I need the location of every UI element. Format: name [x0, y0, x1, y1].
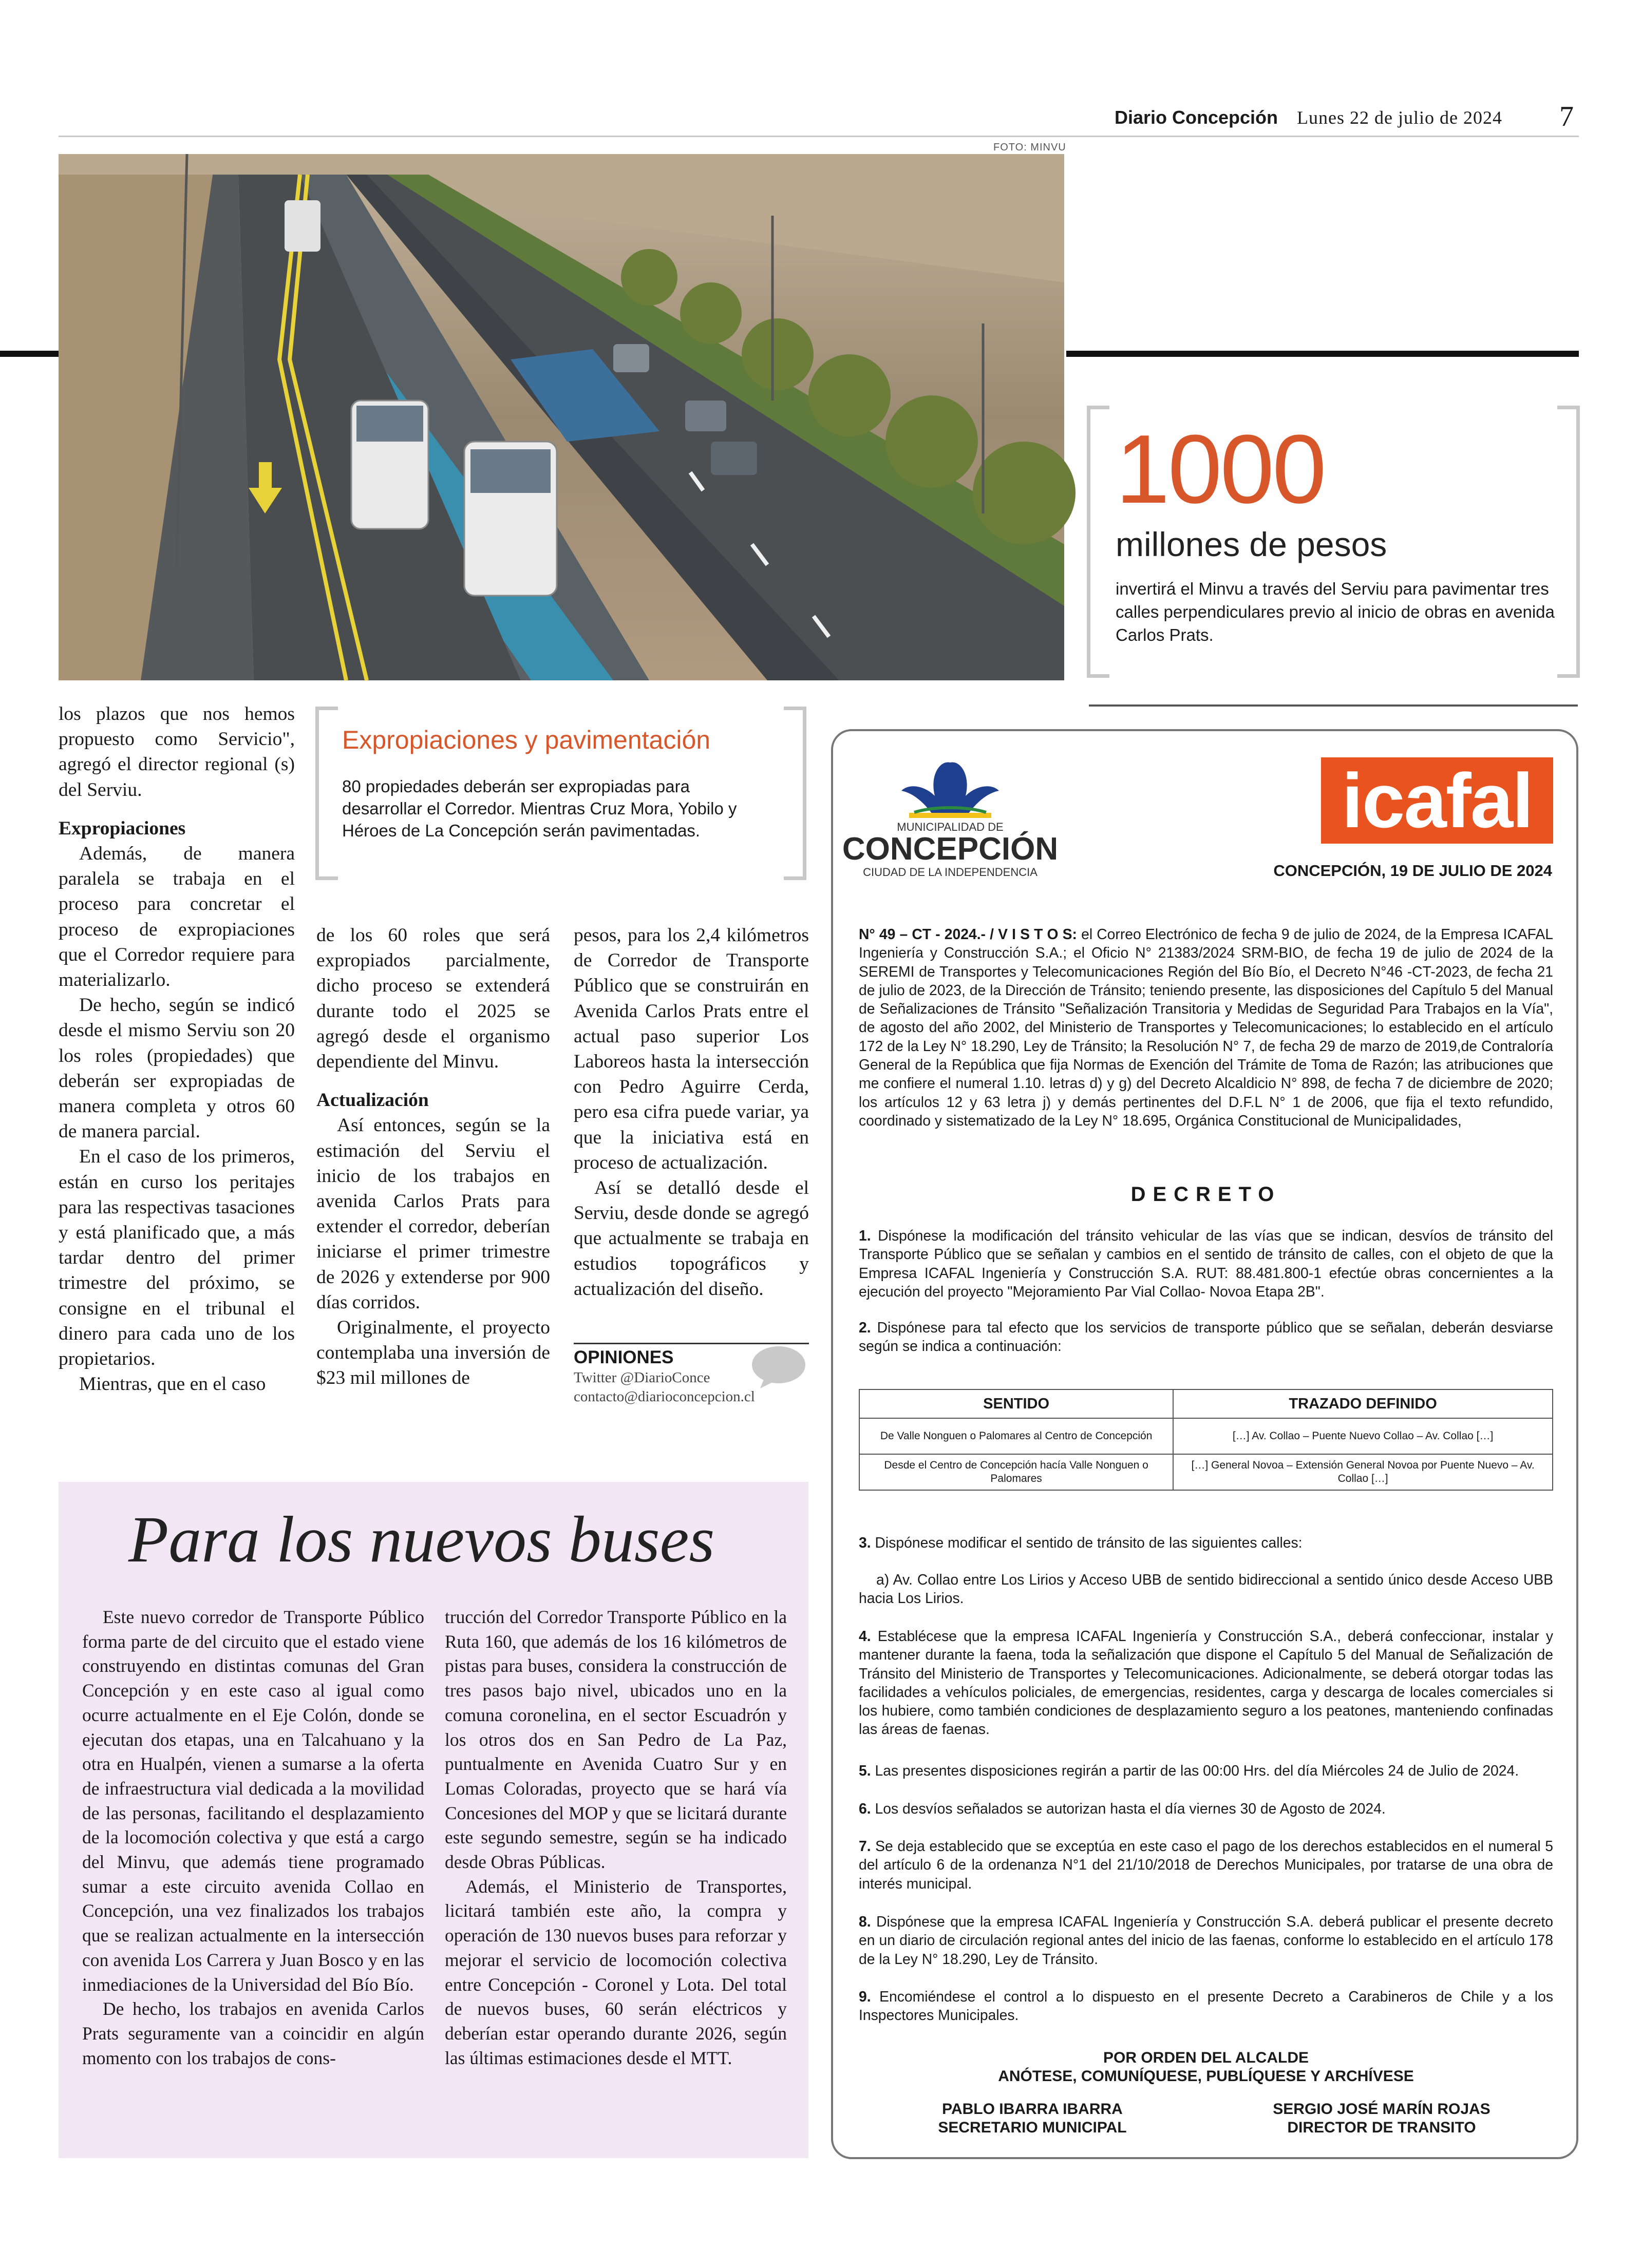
article-column-3: [574, 923, 809, 1302]
decree-item-number: 3.: [859, 1534, 871, 1551]
decree-item-text: Las presentes disposiciones regirán a partir de las 00:00 Hrs. del día Miércoles 24 de Julio de 2024.: [875, 1762, 1519, 1779]
page-number: 7: [1559, 101, 1574, 132]
table-cell: Desde el Centro de Concepción hacía Valle Nonguen o Palomares: [859, 1454, 1173, 1490]
header-date: Lunes 22 de julio de 2024: [1297, 107, 1502, 128]
decree-item-4: [859, 1627, 1553, 1739]
table-cell: […] General Novoa – Extensión General Novoa por Puente Nuevo – Av. Collao […]: [1173, 1454, 1553, 1490]
muni-tagline-text: CIUDAD DE LA INDEPENDENCIA: [863, 866, 1038, 879]
article-paragraph: De hecho, según se indicó desde el mismo Serviu son 20 los roles (propiedades) que deberán ser expropiadas de manera completa y otros 60 de manera parcial.: [59, 995, 295, 1142]
decree-item-7: [859, 1837, 1553, 1893]
decree-place-date: CONCEPCIÓN, 19 DE JULIO DE 2024: [1273, 862, 1552, 880]
decree-vistos-label: N° 49 – CT - 2024.- / V I S T O S:: [859, 926, 1077, 942]
decree-item-number: 4.: [859, 1628, 871, 1644]
highlight-bracket-right: [1557, 406, 1580, 678]
photo-credit: FOTO: MINVU: [993, 142, 1066, 153]
muni-small-text: MUNICIPALIDAD DE: [897, 821, 1004, 833]
section-bar-right: [1066, 351, 1579, 357]
buses-box-column-2: [445, 1605, 787, 2070]
article-column-1: [59, 701, 295, 1397]
sidebar-bracket-left: [315, 707, 338, 880]
highlight-rule: [1089, 704, 1578, 707]
table-cell: […] Av. Collao – Puente Nuevo Collao – Av. Collao […]: [1173, 1418, 1553, 1454]
decree-item-text: Encomiéndese el control a lo dispuesto en el presente Decreto a Carabineros de Chile y a los Inspectores Municipales.: [859, 1988, 1553, 2024]
buses-box-title: Para los nuevos buses: [128, 1503, 715, 1576]
decree-item-6: [859, 1799, 1553, 1818]
decree-item-number: 8.: [859, 1913, 871, 1930]
article-paragraph: pesos, para los 2,4 kilómetros de Corredor de Transporte Público que se construirán en Avenida Carlos Prats entre el actual paso superior Los Laboreos hasta la intersección con Pedro Aguirre Cerda, pero esa cifra puede variar, ya que la iniciativa está en proceso de actualización.: [574, 925, 809, 1173]
opinions-title: OPINIONES: [574, 1347, 674, 1367]
article-paragraph: En el caso de los primeros, están en curso los peritajes para las respectivas tasaciones y está planificado que, a más tardar dentro del primer trimestre del próximo, se consigne en el tribunal el dinero para cada uno de los propietarios.: [59, 1146, 295, 1370]
icafal-logo: icafal: [1321, 757, 1553, 844]
signatory-2-role: DIRECTOR DE TRANSITO: [1287, 2119, 1476, 2136]
corridor-rendering-photo: [59, 154, 1064, 680]
municipality-logo: [842, 755, 1059, 893]
decree-item-2: [859, 1318, 1553, 1356]
decree-item-text: Se deja establecido que se exceptúa en este caso el pago de los derechos establecidos en el numeral 5 del artículo 6 de la ordenanza N°1 del 21/10/2018 de Derechos Municipales, por tratarse de una obra de interés municipal.: [859, 1838, 1553, 1892]
decree-item-text: Dispónese que la empresa ICAFAL Ingeniería y Construcción S.A. deberá publicar el presente decreto en un diario de circulación regional antes del inicio de las faenas, conforme lo establecido en el artículo 178 de la Ley N° 18.290, Ley de Tránsito.: [859, 1913, 1553, 1967]
highlight-bracket-left: [1087, 406, 1109, 678]
condor-emblem-icon: [901, 762, 999, 815]
article-paragraph: Además, de manera paralela se trabaja en el proceso para concretar el proceso de expropiaciones que el Corredor requiere para materializarlo.: [59, 843, 295, 991]
opinions-email[interactable]: contacto@diarioconcepcion.cl: [574, 1388, 755, 1405]
decree-order-line-1: POR ORDEN DEL ALCALDE: [1103, 2049, 1309, 2066]
decree-item-number: 5.: [859, 1762, 871, 1779]
muni-name-text: CONCEPCIÓN: [842, 831, 1059, 867]
buses-paragraph: Este nuevo corredor de Transporte Público forma parte de del circuito que el estado viene construyendo en distintas comunas del Gran Concepción y en este caso al igual como ocurre actualmente en el Eje Colón, donde se ejecutan dos etapas, una en Talcahuano y la otra en Hualpén, vienen a sumarse a la oferta de infraestructura vial dedicada a la movilidad de las personas, facilitando el desplazamiento de la locomoción colectiva y que está a cargo del Minvu, que además tiene programado sumar a este circuito avenida Collao en Concepción, una vez finalizados los trabajos que se realizan actualmente en la intersección con avenida Los Carrera y Juan Bosco y en las inmediaciones de la Universidad del Bío Bío.: [82, 1607, 424, 1995]
decree-item-text: Dispónese la modificación del tránsito vehicular de las vías que se indican, desvíos de tránsito del Transporte Público que se señalan y cambios en el sentido de tránsito de calles, con el objeto de que la Empresa ICAFAL Ingeniería y Construcción S.A. RUT: 88.481.800-1 efectúe obras concernientes a la ejecución del proyecto "Mejoramiento Par Vial Collao- Novoa Etapa 2B".: [859, 1227, 1553, 1300]
article-paragraph: Así entonces, según se la estimación del Serviu el inicio de los trabajos en avenida Carlos Prats para extender el corredor, deberían iniciarse el primer trimestre de 2026 y extenderse por 900 días corridos.: [316, 1115, 550, 1313]
sidebar-bracket-right: [784, 707, 806, 880]
decree-item-3: [859, 1533, 1553, 1552]
decree-item-text: Los desvíos señalados se autorizan hasta el día viernes 30 de Agosto de 2024.: [875, 1800, 1386, 1817]
speech-bubble-icon: [749, 1344, 806, 1389]
signatory-1-role: SECRETARIO MUNICIPAL: [938, 2119, 1127, 2136]
article-paragraph: Originalmente, el proyecto contemplaba una inversión de $23 mil millones de: [316, 1317, 550, 1389]
table-cell: De Valle Nonguen o Palomares al Centro de Concepción: [859, 1418, 1173, 1454]
buses-box-column-1: [82, 1605, 424, 2070]
subhead-actualizacion: Actualización: [316, 1090, 429, 1111]
decree-item-number: 1.: [859, 1227, 871, 1244]
decree-item-3a: a) Av. Collao entre Los Lirios y Acceso UBB de sentido bidireccional a sentido único desde Acceso UBB hacia Los Lirios.: [859, 1571, 1553, 1607]
section-bar-left: [0, 351, 59, 357]
article-paragraph: de los 60 roles que será expropiados parcialmente, dicho proceso se extenderá durante todo el 2025 se agregó desde el organismo dependiente del Minvu.: [316, 925, 550, 1073]
decree-item-9: [859, 1987, 1553, 2025]
decree-item-text: Dispónese modificar el sentido de tránsito de las siguientes calles:: [875, 1534, 1303, 1551]
signatory-1-name: PABLO IBARRA IBARRA: [942, 2101, 1123, 2118]
decree-item-number: 7.: [859, 1838, 871, 1854]
buses-paragraph: De hecho, los trabajos en avenida Carlos Prats seguramente van a coincidir en algún momento con los trabajos de cons-: [82, 1998, 424, 2068]
buses-paragraph: trucción del Corredor Transporte Público en la Ruta 160, que además de los 16 kilómetros de pistas para buses, considera la construcción de tres pasos bajo nivel, ubicados uno en la comuna coronelina, en el sector Escuadrón y los otros dos en San Pedro de La Paz, puntualmente en Avenida Cuatro Sur y en Lomas Coloradas, proyecto que se hará vía Concesiones del MOP y que se licitará durante este segundo semestre, según se ha indicado desde Obras Públicas.: [445, 1607, 787, 1873]
decree-vistos-text: el Correo Electrónico de fecha 9 de julio de 2024, de la Empresa ICAFAL Ingeniería y Construcción S.A.; el Oficio N° 21383/2024 SRM-BIO, de fecha 19 de julio de 2024 de la SEREMI de Transportes y Telecomunicaciones Región del Bío Bío, el Decreto N°46 -CT-2023, de fecha 21 de julio de 2023, de la Dirección de Tránsito; teniendo presente, las disposiciones del Capítulo 5 del Manual de Señalizaciones de Tránsito "Señalización Transitoria y Medidas de Seguridad Para Trabajos en la Vía", de agosto del año 2002, del Ministerio de Transportes y Telecomunicaciones; lo establecido en el artículo 172 de la Ley N° 18.290, Ley de Tránsito; la Resolución N° 7, de fecha 29 de marzo de 2019,de Contraloría General de la República que fija Normas de Exención del Trámite de Toma de Razón; las atribuciones que me confiere el numeral 1.10. letras d) y g) del Decreto Alcaldicio N° 898, de fecha 7 de diciembre de 2020; los artículos 12 y 63 letra j) y demás pertinentes del D.F.L N° 1 de 2006, que fija el texto refundido, coordinado y sistematizado de la Ley N° 18.695, Orgánica Constitucional de Municipalidades,: [859, 926, 1553, 1129]
table-header: TRAZADO DEFINIDO: [1173, 1389, 1553, 1418]
decree-item-number: 9.: [859, 1988, 871, 2005]
sidebar-title: Expropiaciones y pavimentación: [342, 726, 711, 754]
buses-paragraph: Además, el Ministerio de Transportes, licitará también este año, la compra y operación de 130 nuevos buses para reforzar y mejorar el servicio de locomoción colectiva entre Concepción - Coronel y Lota. Del total de nuevos buses, 60 serán eléctricos y deberían estar operando durante 2026, según las últimas estimaciones desde el MTT.: [445, 1876, 787, 2068]
sidebar-text: 80 propiedades deberán ser expropiadas para desarrollar el Corredor. Mientras Cruz Mora, Yobilo y Héroes de La Concepción serán pavimentadas.: [342, 777, 737, 840]
decree-item-number: 2.: [859, 1319, 871, 1336]
decree-item-1: [859, 1226, 1553, 1301]
table-row: [859, 1418, 1553, 1454]
highlight-number: 1000: [1116, 415, 1325, 524]
decree-vistos: [859, 925, 1553, 1130]
article-paragraph: Mientras, que en el caso: [79, 1374, 266, 1395]
signatory-2-name: SERGIO JOSÉ MARÍN ROJAS: [1273, 2101, 1491, 2118]
corridor-illustration: [59, 154, 1064, 680]
detour-table: [859, 1389, 1553, 1491]
table-row: [859, 1454, 1553, 1490]
article-paragraph: Así se detalló desde el Serviu, desde donde se agregó que actualmente se trabaja en estudios topográficos y actualización del diseño.: [574, 1177, 809, 1300]
header-brand: Diario Concepción: [1115, 107, 1278, 128]
table-header: SENTIDO: [859, 1389, 1173, 1418]
decree-order-line-2: ANÓTESE, COMUNÍQUESE, PUBLÍQUESE Y ARCHÍVESE: [998, 2068, 1414, 2085]
decree-item-number: 6.: [859, 1800, 871, 1817]
decree-item-text: Establécese que la empresa ICAFAL Ingeniería y Construcción S.A., deberá confeccionar, instalar y mantener durante la faena, toda la señalización que dispone el Capítulo 5 del Manual de Señalización de Tránsito del Ministerio de Transportes y Telecomunicaciones. Adicionalmente, se deberá otorgar todas las facilidades a vehículos policiales, de emergencias, residentes, carga y descarga de locales comerciales si los hubiere, como también condiciones de desplazamiento seguro a los peatones, manteniendo confinadas las áreas de faenas.: [859, 1628, 1553, 1738]
decree-item-5: [859, 1761, 1553, 1780]
decree-item-text: Dispónese para tal efecto que los servicios de transporte público que se señalan, deberán desviarse según se indica a continuación:: [859, 1319, 1553, 1355]
highlight-unit: millones de pesos: [1116, 525, 1387, 563]
article-paragraph: los plazos que nos hemos propuesto como Servicio", agregó el director regional (s) del Serviu.: [59, 703, 295, 801]
highlight-text: invertirá el Minvu a través del Serviu para pavimentar tres calles perpendiculares previo al inicio de obras en avenida Carlos Prats.: [1116, 579, 1555, 644]
header-rule: [59, 136, 1579, 137]
article-column-2: [316, 923, 550, 1391]
subhead-expropiaciones: Expropiaciones: [59, 817, 186, 839]
opinions-twitter[interactable]: Twitter @DiarioConce: [574, 1369, 710, 1386]
decree-item-8: [859, 1912, 1553, 1968]
decree-heading: DECRETO: [1130, 1183, 1281, 1206]
